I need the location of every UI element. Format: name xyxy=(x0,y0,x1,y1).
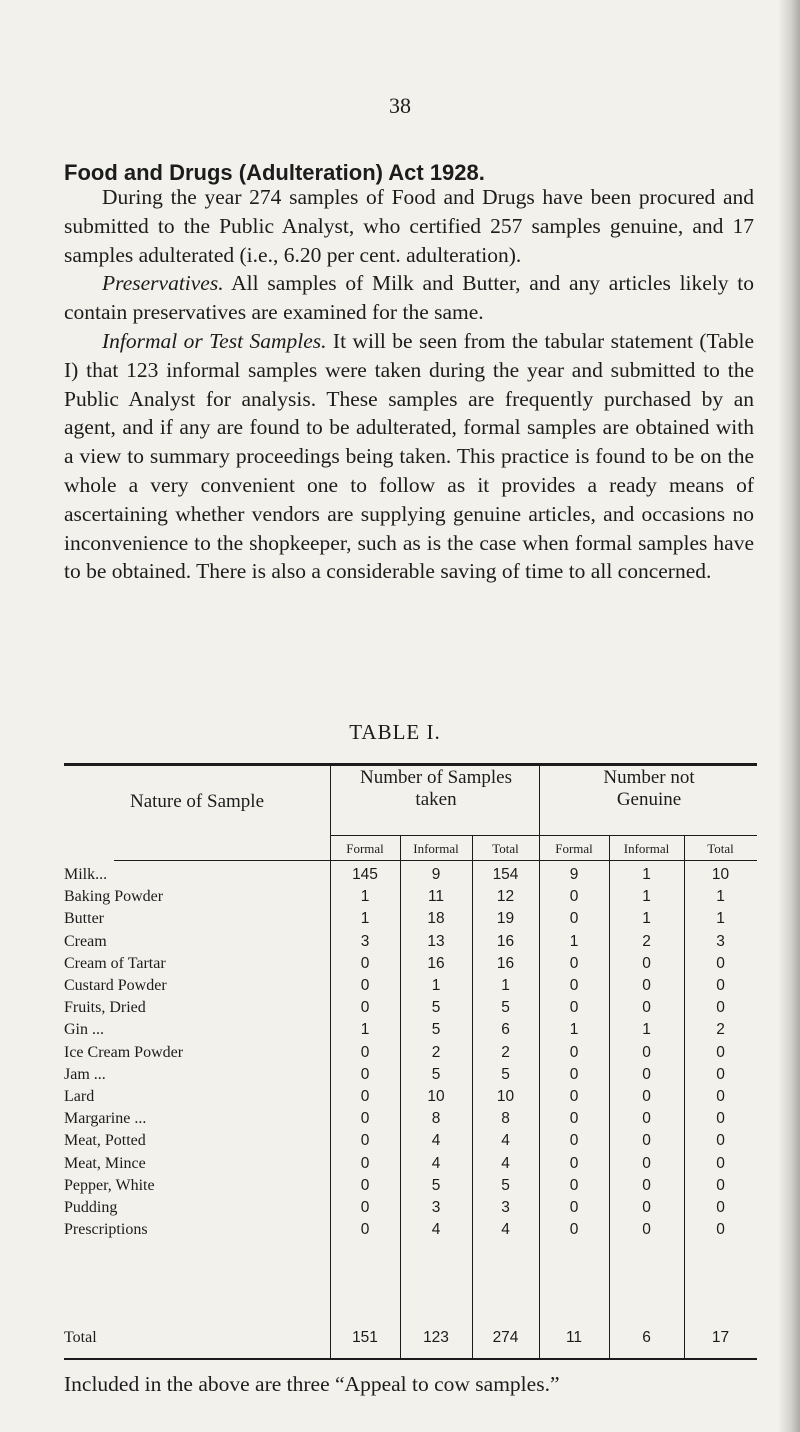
sample-count: 0 xyxy=(642,1088,651,1105)
sample-count: 19 xyxy=(496,910,515,927)
sample-count: 4 xyxy=(431,1221,441,1238)
sample-name: Ice Cream Powder xyxy=(64,1044,184,1061)
sample-count: 4 xyxy=(501,1132,510,1149)
sample-count: 6 xyxy=(501,1021,510,1038)
sample-name: Pudding xyxy=(64,1199,118,1216)
sample-count: 0 xyxy=(642,955,651,972)
sample-count: 123 xyxy=(423,1329,449,1346)
table-row xyxy=(64,1221,757,1241)
sample-count: 1 xyxy=(642,1021,651,1038)
sample-count: 4 xyxy=(501,1221,510,1238)
sample-count: 274 xyxy=(492,1329,519,1346)
sample-count: 0 xyxy=(360,1044,370,1061)
sample-count: 2 xyxy=(431,1044,441,1061)
sample-count: 1 xyxy=(501,977,510,994)
sample-count: 1 xyxy=(642,866,651,883)
sample-count: 0 xyxy=(642,1110,651,1127)
sample-count: 0 xyxy=(569,977,579,994)
table-row xyxy=(64,1110,757,1130)
sample-count: 0 xyxy=(360,955,370,972)
sample-count: 0 xyxy=(360,1110,370,1127)
sample-count: 0 xyxy=(716,999,725,1016)
preservatives-title: Preservatives. xyxy=(102,271,224,296)
sample-count: 0 xyxy=(642,977,651,994)
sample-count: 0 xyxy=(569,1132,579,1149)
sample-count: 10 xyxy=(427,1088,445,1105)
table-row xyxy=(64,999,757,1019)
sample-count: 3 xyxy=(716,933,725,950)
sample-count: 3 xyxy=(501,1199,510,1216)
sample-count: 5 xyxy=(501,1066,510,1083)
sample-name: Cream of Tartar xyxy=(64,955,166,972)
sample-count: 11 xyxy=(565,1329,583,1346)
table-row xyxy=(64,888,757,908)
paragraph-preservatives xyxy=(64,269,754,327)
sample-count: 0 xyxy=(360,1155,370,1172)
sample-count: 9 xyxy=(569,866,579,883)
body-text xyxy=(64,183,754,586)
col-header-nature: Nature of Sample xyxy=(129,791,264,812)
subheader-total: Total xyxy=(707,841,734,856)
sample-count: 0 xyxy=(569,888,579,905)
table-row xyxy=(64,1088,757,1108)
sample-count: 0 xyxy=(642,999,651,1016)
sample-name: Butter xyxy=(64,910,104,927)
sample-count: 10 xyxy=(496,1088,515,1105)
sample-count: 0 xyxy=(569,1044,579,1061)
sample-name: Meat, Potted xyxy=(64,1132,146,1149)
sample-count: 0 xyxy=(716,1110,725,1127)
table-row xyxy=(64,1199,757,1219)
page-edge-shadow xyxy=(778,0,800,1432)
table-row xyxy=(64,1066,757,1086)
sample-count: 5 xyxy=(431,1177,441,1194)
sample-count: 0 xyxy=(569,910,579,927)
sample-count: 1 xyxy=(642,888,651,905)
sample-count: 0 xyxy=(360,1132,370,1149)
table-row xyxy=(64,910,757,930)
sample-count: 0 xyxy=(360,1221,370,1238)
sample-count: 0 xyxy=(569,1155,579,1172)
sample-count: 4 xyxy=(501,1155,510,1172)
subheader-rule xyxy=(330,835,757,836)
sample-name: Gin ... xyxy=(64,1021,104,1038)
sample-count: 154 xyxy=(492,866,519,883)
sample-name: Meat, Mince xyxy=(64,1155,146,1172)
sample-name: Jam ... xyxy=(64,1066,106,1083)
sample-count: 5 xyxy=(501,1177,510,1194)
sample-count: 0 xyxy=(642,1177,651,1194)
sample-count: 0 xyxy=(716,977,725,994)
sample-count: 0 xyxy=(642,1132,651,1149)
page-number: 38 xyxy=(389,93,411,118)
table-row xyxy=(64,1132,757,1152)
sample-name: Baking Powder xyxy=(64,888,164,905)
sample-count: 0 xyxy=(716,1221,725,1238)
table-title: TABLE I. xyxy=(349,720,441,744)
table-row xyxy=(64,1021,757,1041)
sample-count: 0 xyxy=(642,1199,651,1216)
paragraph-adulteration-summary: During the year 274 samples of Food and Drugs have been procured and submitted to the Public Analyst, who certified 257 samples genuine, and 17 samples adulterated (i.e., 6.20 per cent. adulteration). xyxy=(64,185,754,267)
sample-count: 2 xyxy=(716,1021,725,1038)
sample-name: Milk... xyxy=(64,866,108,883)
footnote: Included in the above are three “Appeal to cow samples.” xyxy=(64,1372,560,1396)
sample-name: Margarine ... xyxy=(64,1110,147,1127)
sample-count: 5 xyxy=(431,1066,441,1083)
sample-name: Pepper, White xyxy=(64,1177,155,1194)
sample-count: 0 xyxy=(716,1155,725,1172)
sample-count: 5 xyxy=(431,1021,441,1038)
preservatives-text: All samples of Milk and Butter, and any articles likely to contain preservatives are examined for the same. xyxy=(64,271,754,325)
col-header-not-genuine: Number not Genuine xyxy=(603,767,695,810)
sample-count: 151 xyxy=(352,1329,378,1346)
sample-count: 11 xyxy=(427,888,445,905)
sample-count: 0 xyxy=(360,1066,370,1083)
sample-count: 16 xyxy=(496,933,515,950)
sample-count: 0 xyxy=(569,1066,579,1083)
sample-count: 1 xyxy=(360,1021,370,1038)
sample-count: 10 xyxy=(711,866,730,883)
sample-count: 17 xyxy=(711,1329,730,1346)
sample-count: 0 xyxy=(716,1088,725,1105)
sample-count: 0 xyxy=(716,955,725,972)
sample-count: 0 xyxy=(642,1066,651,1083)
sample-count: 8 xyxy=(501,1110,510,1127)
sample-count: 0 xyxy=(569,1199,579,1216)
sample-count: 1 xyxy=(569,933,579,950)
sample-count: 0 xyxy=(360,999,370,1016)
informal-samples-title: Informal or Test Samples. xyxy=(102,328,327,353)
sample-count: 0 xyxy=(642,1221,651,1238)
sample-count: 0 xyxy=(360,1177,370,1194)
sample-count: 0 xyxy=(360,977,370,994)
header-bottom-rule xyxy=(114,860,757,861)
sample-count: 18 xyxy=(427,910,445,927)
col-header-samples-taken: Number of Samples taken xyxy=(360,767,512,810)
sample-count: 0 xyxy=(642,1044,651,1061)
sample-count: 2 xyxy=(642,933,651,950)
table-row xyxy=(64,1155,757,1175)
sample-count: 0 xyxy=(716,1044,725,1061)
subheader-informal: Informal xyxy=(413,841,459,856)
sample-count: 1 xyxy=(569,1021,579,1038)
table-row xyxy=(64,933,757,953)
sample-name: Custard Powder xyxy=(64,977,167,994)
sample-count: 2 xyxy=(501,1044,510,1061)
sample-count: 0 xyxy=(716,1132,725,1149)
informal-samples-text: It will be seen from the tabular statement (Table I) that 123 informal samples were taken during the year and submitted to the Public Analyst for analysis. These samples are frequently purchased by an agent, and if any are found to be adulterated, formal samples are obtained with a view to summary proceedings being taken. This practice is found to be on the whole a very convenient one to follow as it provides a ready means of ascertaining whether vendors are supplying genuine articles, and occasions no inconvenience to the shopkeeper, such as is the case when formal samples have to be obtained. There is also a considerable saving of time to all concerned. xyxy=(64,328,754,584)
sample-count: 0 xyxy=(716,1199,725,1216)
samples-table xyxy=(64,763,757,1363)
sample-count: 8 xyxy=(431,1110,441,1127)
table-top-rule xyxy=(64,763,757,766)
sample-count: 9 xyxy=(431,866,441,883)
sample-name: Total xyxy=(64,1329,97,1346)
sample-count: 4 xyxy=(431,1132,441,1149)
sample-count: 16 xyxy=(496,955,515,972)
sample-count: 16 xyxy=(427,955,445,972)
sample-count: 1 xyxy=(716,888,725,905)
sample-count: 5 xyxy=(431,999,441,1016)
sample-count: 0 xyxy=(360,1088,370,1105)
sample-name: Lard xyxy=(64,1088,95,1105)
subheader-informal: Informal xyxy=(623,841,670,856)
sample-count: 0 xyxy=(569,999,579,1016)
paragraph-informal-samples xyxy=(64,327,754,586)
table-row xyxy=(64,977,757,997)
table-row xyxy=(64,955,757,975)
sample-count: 145 xyxy=(352,866,378,883)
sample-count: 3 xyxy=(360,933,370,950)
table-row xyxy=(64,866,757,886)
table-row xyxy=(64,1044,757,1064)
sample-count: 12 xyxy=(496,888,515,905)
sample-name: Fruits, Dried xyxy=(64,999,146,1016)
sample-count: 0 xyxy=(569,1088,579,1105)
sample-count: 0 xyxy=(716,1177,725,1194)
sample-count: 13 xyxy=(427,933,445,950)
sample-count: 0 xyxy=(642,1155,651,1172)
sample-count: 0 xyxy=(569,1177,579,1194)
sample-count: 0 xyxy=(569,1110,579,1127)
subheader-total: Total xyxy=(492,841,519,856)
sample-count: 3 xyxy=(431,1199,441,1216)
table-total-row xyxy=(64,1329,757,1349)
sample-count: 1 xyxy=(360,910,370,927)
sample-name: Cream xyxy=(64,933,107,950)
section-heading: Food and Drugs (Adulteration) Act 1928. xyxy=(64,160,485,185)
table-row xyxy=(64,1177,757,1197)
sample-count: 1 xyxy=(360,888,370,905)
sample-count: 0 xyxy=(360,1199,370,1216)
sample-count: 0 xyxy=(716,1066,725,1083)
subheader-formal: Formal xyxy=(346,841,384,856)
sample-count: 0 xyxy=(569,1221,579,1238)
sample-count: 1 xyxy=(431,977,441,994)
sample-count: 4 xyxy=(431,1155,441,1172)
sample-name: Prescriptions xyxy=(64,1221,148,1238)
subheader-formal: Formal xyxy=(555,841,593,856)
sample-count: 6 xyxy=(642,1329,651,1346)
sample-count: 0 xyxy=(569,955,579,972)
sample-count: 1 xyxy=(642,910,651,927)
table-bottom-rule xyxy=(64,1358,757,1360)
sample-count: 5 xyxy=(501,999,510,1016)
sample-count: 1 xyxy=(716,910,725,927)
